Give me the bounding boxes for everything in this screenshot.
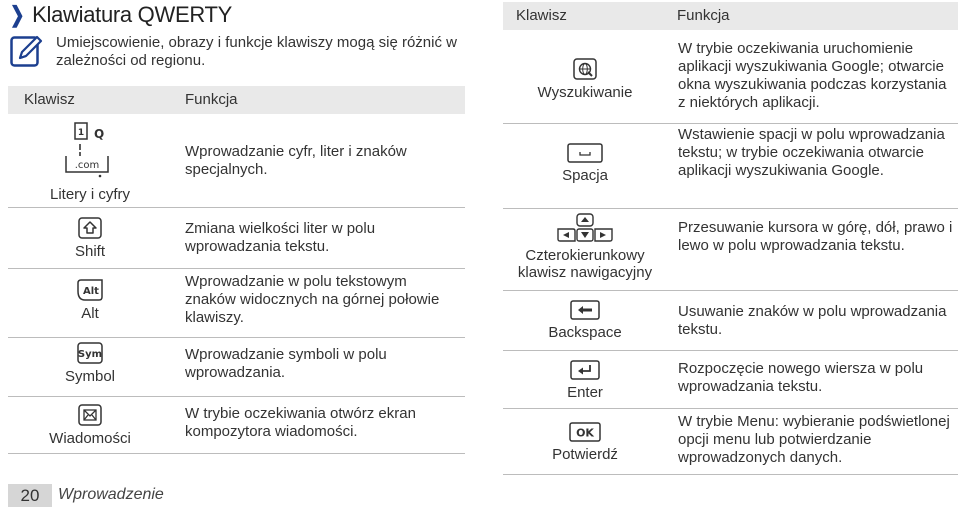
right-header-key: Klawisz <box>516 7 567 24</box>
footer-section: Wprowadzenie <box>58 486 164 503</box>
divider <box>8 453 465 454</box>
left-table-header <box>8 86 465 114</box>
shift-key-icon <box>20 217 160 239</box>
divider <box>8 337 465 338</box>
key-label-alt: Alt <box>81 305 99 322</box>
func-navigation: Przesuwanie kursora w górę, dół, prawo i lewo w polu wprowadzania tekstu. <box>678 219 953 254</box>
backspace-key-icon <box>515 300 655 320</box>
key-label-shift: Shift <box>74 243 105 260</box>
divider <box>503 208 958 209</box>
func-space: Wstawienie spacji w polu wprowadzania tekstu; w trybie oczekiwania otwarcie aplikacji wyszukiwania Google. <box>678 126 945 179</box>
enter-key-icon <box>515 360 655 380</box>
alt-key-icon <box>20 279 160 301</box>
sym-glyph: Sym <box>77 349 103 360</box>
q-glyph: Q <box>94 127 105 141</box>
func-symbol: Wprowadzanie symboli w polu wprowadzania. <box>185 346 387 381</box>
note-icon <box>10 34 44 68</box>
func-messages: W trybie oczekiwania otwórz ekran kompozytora wiadomości. <box>185 405 416 440</box>
key-navigation <box>505 213 665 281</box>
func-confirm: W trybie Menu: wybieranie podświetlonej opcji menu lub potwierdzanie wprowadzonych danych. <box>678 413 950 466</box>
page-number: 20 <box>8 484 52 507</box>
divider <box>503 474 958 475</box>
divider <box>503 408 958 409</box>
left-header-func: Funkcja <box>185 91 238 108</box>
func-backspace: Usuwanie znaków w polu wprowadzania tekstu. <box>678 303 947 338</box>
message-key-icon <box>20 404 160 426</box>
func-search: W trybie oczekiwania uruchomienie aplikacji wyszukiwania Google; otwarcie okna wyszukiwania podczas korzystania z niektórych aplikacji. <box>678 40 947 111</box>
section-title <box>8 2 232 28</box>
chevron-right-icon: ❯ <box>9 2 25 27</box>
func-letters-digits: Wprowadzanie cyfr, liter i znaków specjalnych. <box>185 143 407 178</box>
func-shift: Zmiana wielkości liter w polu wprowadzania tekstu. <box>185 220 376 255</box>
right-header-func: Funkcja <box>677 7 730 24</box>
ok-key-icon <box>515 422 655 442</box>
key-label-search: Wyszukiwanie <box>537 84 633 101</box>
divider <box>503 290 958 291</box>
key-label-backspace: Backspace <box>548 324 622 341</box>
key-symbol <box>20 342 160 385</box>
alt-glyph: Alt <box>83 286 99 297</box>
divider <box>8 268 465 269</box>
key-backspace <box>515 300 655 341</box>
ok-glyph: OK <box>576 426 594 440</box>
key-messages <box>20 404 160 447</box>
key-confirm <box>515 422 655 463</box>
key-label-symbol: Symbol <box>64 368 116 385</box>
right-table-header <box>503 2 958 30</box>
func-enter: Rozpoczęcie nowego wiersza w polu wprowadzania tekstu. <box>678 360 924 395</box>
divider <box>8 207 465 208</box>
note-text: Umiejscowienie, obrazy i funkcje klawiszy mogą się różnić w zależności od regionu. <box>56 34 457 69</box>
search-key-icon <box>515 58 655 80</box>
key-label-enter: Enter <box>567 384 603 401</box>
space-key-icon <box>515 143 655 163</box>
key-letters-digits <box>20 120 160 203</box>
key-label-messages: Wiadomości <box>49 430 131 447</box>
letters-digits-key-icon <box>20 120 160 182</box>
key-enter <box>515 360 655 401</box>
key-label-navigation: Czterokierunkowy klawisz nawigacyjny <box>517 247 653 281</box>
key-label-letters-digits: Litery i cyfry <box>49 186 130 203</box>
left-header-key: Klawisz <box>24 91 75 108</box>
key-search <box>515 58 655 101</box>
func-alt: Wprowadzanie w polu tekstowym znaków widocznych na górnej połowie klawiszy. <box>185 273 440 326</box>
key-label-space: Spacja <box>562 167 608 184</box>
key-space <box>515 143 655 184</box>
section-title-text: Klawiatura QWERTY <box>32 2 233 27</box>
svg-text:1: 1 <box>77 128 85 138</box>
svg-text:.com: .com <box>74 160 100 171</box>
key-label-confirm: Potwierdź <box>552 446 618 463</box>
divider <box>503 350 958 351</box>
key-alt <box>20 279 160 322</box>
divider <box>503 123 958 124</box>
key-shift <box>20 217 160 260</box>
navigation-key-icon <box>505 213 665 243</box>
sym-key-icon <box>20 342 160 364</box>
divider <box>8 396 465 397</box>
